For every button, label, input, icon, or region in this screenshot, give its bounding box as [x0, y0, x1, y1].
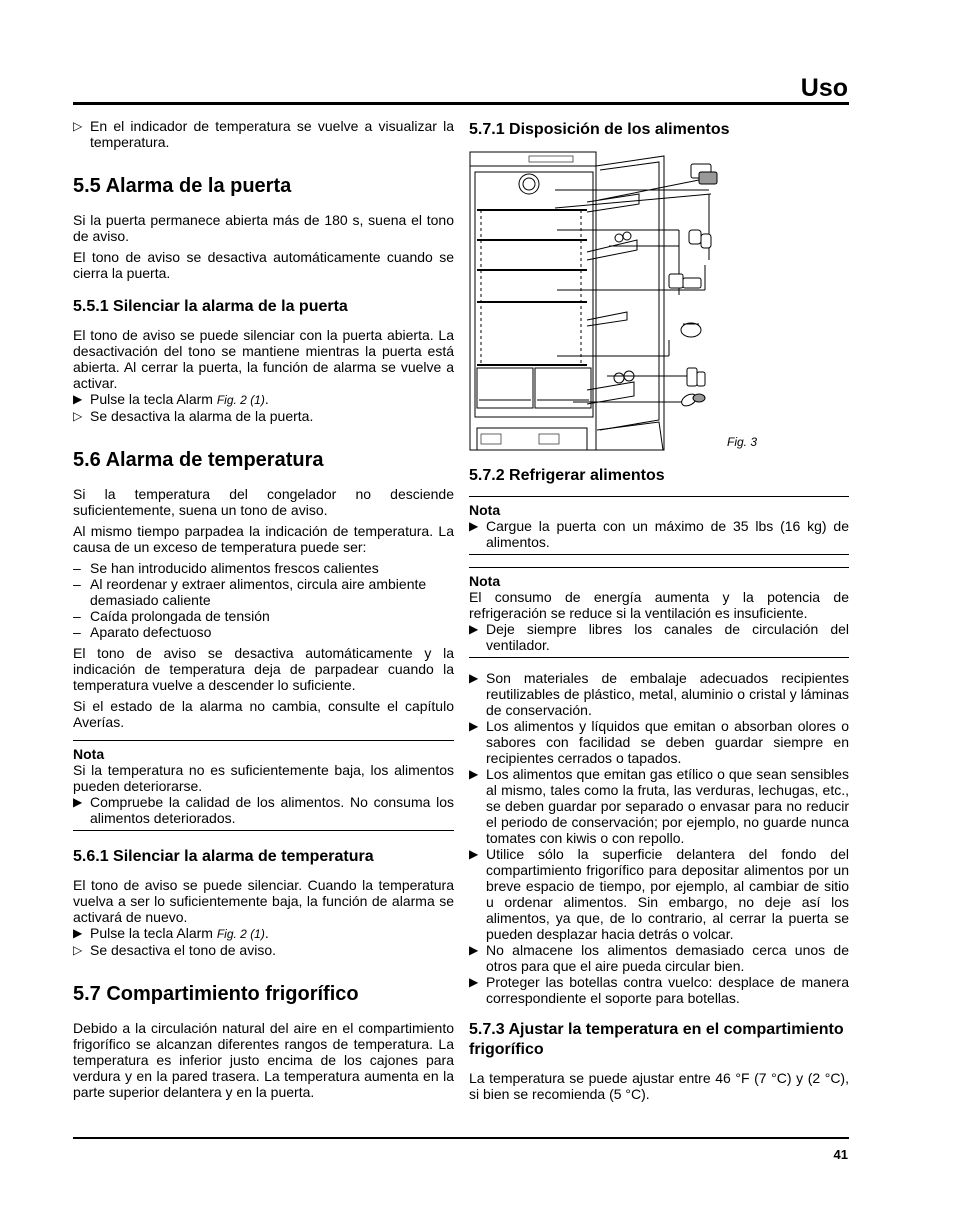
step-item: ▶ Pulse la tecla Alarm Fig. 2 (1). — [73, 925, 269, 941]
note-box — [469, 496, 849, 555]
step-item: ▶ Proteger las botellas contra vuelco: desplace de manera correspondiente el soporte para botellas. — [469, 974, 849, 1006]
page-number: 41 — [833, 1147, 848, 1162]
footer-rule — [73, 1137, 849, 1139]
paragraph: Si el estado de la alarma no cambia, consulte el capítulo Averías. — [73, 698, 454, 730]
note-box — [469, 567, 849, 658]
figure-reference: Fig. 2 (1) — [216, 393, 265, 407]
hollow-triangle-icon: ▷ — [73, 409, 83, 423]
step-item: ▶ Compruebe la calidad de los alimentos. No consuma los alimentos deteriorados. — [73, 794, 454, 826]
note-title: Nota — [73, 746, 105, 762]
section-heading-5-7-3: 5.7.3 Ajustar la temperatura en el compartimiento frigorífico — [469, 1021, 844, 1058]
step-item: ▶ Utilice sólo la superficie delantera del fondo del compartimiento frigorífico para depositar alimentos por un breve espacio de tiempo, por ejemplo, al cambiar de sitio u ordenar alimentos. Sin embargo, no deje así los alimentos, ya que, de lo contrario, al cerrar la puerta se pueden desplazar hacia detrás o volcar. — [469, 846, 849, 942]
list-item: – Se han introducido alimentos frescos calientes — [73, 560, 379, 576]
result-item: ▷ En el indicador de temperatura se vuelve a visualizar la temperatura. — [73, 118, 454, 150]
section-heading-5-7-2: 5.7.2 Refrigerar alimentos — [469, 467, 665, 484]
filled-triangle-icon: ▶ — [469, 519, 479, 533]
filled-triangle-icon: ▶ — [469, 767, 479, 781]
paragraph: Si la puerta permanece abierta más de 180 s, suena el tono de aviso. — [73, 212, 454, 244]
header-rule — [73, 102, 849, 105]
list-item: – Al reordenar y extraer alimentos, circula aire ambiente demasiado caliente — [73, 576, 427, 608]
step-item: ▶ Los alimentos y líquidos que emitan o absorban olores o sabores con facilidad se deben guardar siempre en recipientes cerrados o tapados. — [469, 718, 849, 766]
result-item: ▷ Se desactiva la alarma de la puerta. — [73, 408, 314, 424]
filled-triangle-icon: ▶ — [469, 847, 479, 861]
paragraph: La temperatura se puede ajustar entre 46 °F (7 °C) y (2 °C), si bien se recomienda (5 °C). — [469, 1070, 849, 1102]
section-heading-5-5-1: 5.5.1 Silenciar la alarma de la puerta — [73, 298, 348, 315]
paragraph: El tono de aviso se desactiva automáticamente y la indicación de temperatura deja de parpadear cuando la temperatura vuelve a descender lo suficiente. — [73, 645, 454, 693]
filled-triangle-icon: ▶ — [469, 975, 479, 989]
paragraph: Si la temperatura del congelador no desciende suficientemente, suena un tono de aviso. — [73, 486, 454, 518]
section-heading-5-6: 5.6 Alarma de temperatura — [73, 449, 324, 471]
figure-reference: Fig. 2 (1) — [216, 927, 265, 941]
filled-triangle-icon: ▶ — [469, 943, 479, 957]
note-title: Nota — [469, 573, 501, 589]
left-column — [73, 118, 454, 1100]
list-item: – Aparato defectuoso — [73, 624, 212, 640]
filled-triangle-icon: ▶ — [73, 795, 83, 809]
list-item: – Caída prolongada de tensión — [73, 608, 270, 624]
step-item: ▶ Cargue la puerta con un máximo de 35 lbs (16 kg) de alimentos. — [469, 518, 849, 550]
paragraph: El tono de aviso se desactiva automáticamente cuando se cierra la puerta. — [73, 249, 454, 281]
hollow-triangle-icon: ▷ — [73, 943, 83, 957]
paragraph: El tono de aviso se puede silenciar con la puerta abierta. La desactivación del tono se mantiene mientras la puerta está abierta. Al cerrar la puerta, la función de alarma se vuelve a activar. — [73, 327, 454, 391]
note-title: Nota — [469, 502, 501, 518]
step-item: ▶ Deje siempre libres los canales de circulación del ventilador. — [469, 621, 849, 653]
filled-triangle-icon: ▶ — [469, 719, 479, 733]
paragraph: Debido a la circulación natural del aire en el compartimiento frigorífico se alcanzan diferentes rangos de temperatura. La temperatura es inferior justo encima de los cajones para verdura y en la pared trasera. La temperatura aumenta en la parte superior delantera y en la puerta. — [73, 1020, 454, 1100]
result-item: ▷ Se desactiva el tono de aviso. — [73, 942, 277, 958]
filled-triangle-icon: ▶ — [73, 392, 83, 406]
filled-triangle-icon: ▶ — [73, 926, 83, 940]
step-item: ▶ Pulse la tecla Alarm Fig. 2 (1). — [73, 391, 269, 407]
filled-triangle-icon: ▶ — [469, 622, 479, 636]
step-item: ▶ No almacene los alimentos demasiado cerca unos de otros para que el aire pueda circular bien. — [469, 942, 849, 974]
filled-triangle-icon: ▶ — [469, 671, 479, 685]
section-heading-5-6-1: 5.6.1 Silenciar la alarma de temperatura — [73, 848, 374, 865]
section-heading-5-5: 5.5 Alarma de la puerta — [73, 175, 292, 197]
section-heading-5-7-1: 5.7.1 Disposición de los alimentos — [469, 121, 730, 138]
figure-caption: Fig. 3 — [726, 435, 757, 449]
step-item: ▶ Son materiales de embalaje adecuados recipientes reutilizables de plástico, metal, aluminio o cristal y láminas de conservación. — [469, 670, 849, 718]
step-item: ▶ Los alimentos que emitan gas etílico o que sean sensibles al mismo, tales como la fruta, las verduras, lechugas, etc., se deben guardar por separado o envasar para no reducir el periodo de conservación; por ejemplo, no guarde nunca tomates con kiwis o con repollo. — [469, 766, 849, 846]
section-heading-5-7: 5.7 Compartimiento frigorífico — [73, 983, 359, 1005]
page-header-title: Uso — [800, 74, 848, 102]
fridge-diagram — [469, 150, 849, 452]
note-text: El consumo de energía aumenta y la potencia de refrigeración se reduce si la ventilación es insuficiente. — [469, 589, 849, 621]
paragraph: Al mismo tiempo parpadea la indicación de temperatura. La causa de un exceso de temperatura puede ser: — [73, 523, 454, 555]
fridge-illustration — [469, 150, 849, 452]
note-text: Si la temperatura no es suficientemente baja, los alimentos pueden deteriorarse. — [73, 762, 454, 794]
hollow-triangle-icon: ▷ — [73, 119, 83, 133]
paragraph: El tono de aviso se puede silenciar. Cuando la temperatura vuelva a ser lo suficientemente baja, la función de alarma se activará de nuevo. — [73, 877, 454, 925]
right-column — [469, 118, 849, 1102]
note-box — [73, 740, 454, 831]
